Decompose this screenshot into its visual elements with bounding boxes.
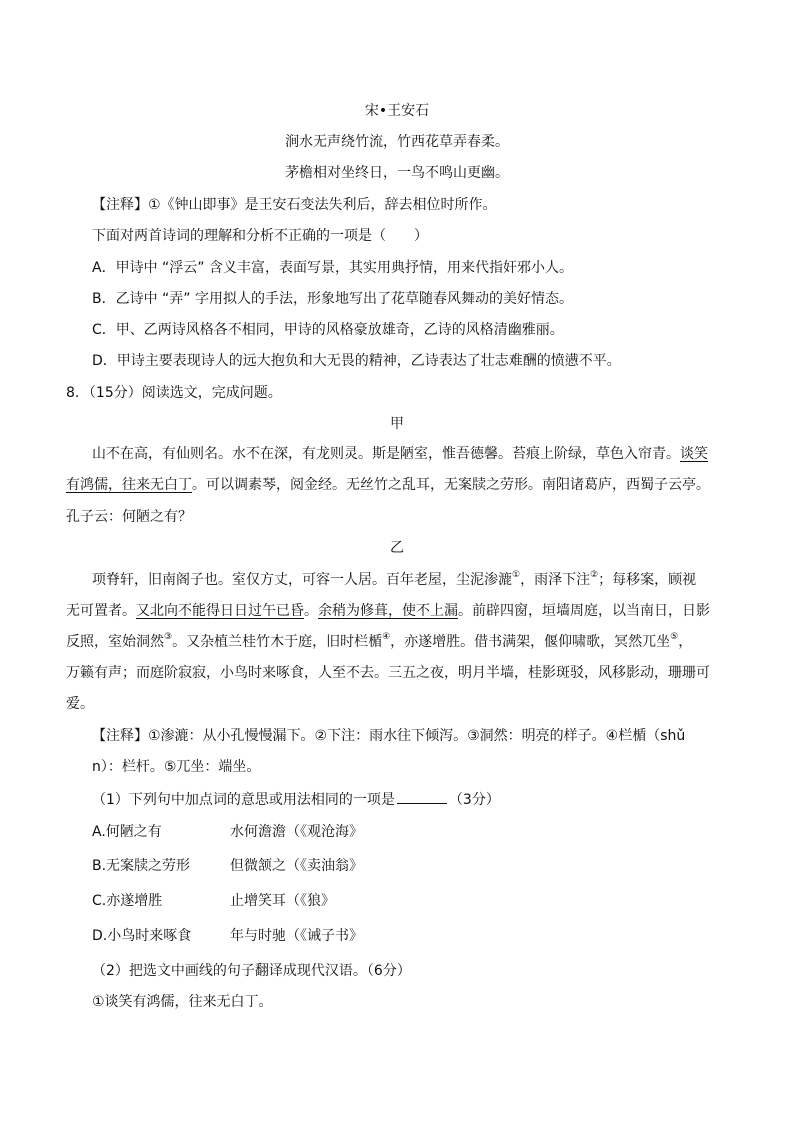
passage-yi-line-2 [66, 601, 710, 621]
passage-yi-line-1 [92, 570, 696, 590]
passage-yi-line-5: 爱。 [66, 696, 94, 712]
yi-text-1b: ，雨泽下注 [520, 572, 591, 588]
option-b-right: 但微颔之（《卖油翁》 [230, 858, 363, 874]
footnote-marker-4: ④ [382, 632, 391, 643]
passage-jia-line-1 [92, 444, 708, 464]
passage-jia-title: 甲 [390, 416, 404, 432]
footnote-marker-5: ⑤ [670, 632, 679, 643]
q8-note-line-1: 【注释】①渗漉：从小孔慢慢漏下。②下注：雨水往下倾泻。③洞然：明亮的样子。④栏楯（shǔ [92, 728, 686, 744]
sub1-text: （1）下列句中加点词的意思或用法相同的一项是 [92, 792, 395, 808]
yi-text-3b: 。又杂植兰桂竹木于庭，旧时栏楯 [172, 634, 383, 650]
footnote-marker-2: ② [590, 570, 599, 581]
option-row-b [0, 856, 794, 876]
jia-text-1a: 山不在高，有仙则名。水不在深，有龙则灵。斯是陋室，惟吾德馨。苔痕上阶绿，草色入帘青。 [92, 446, 680, 462]
q7-option-c: C．甲、乙两诗风格各不相同，甲诗的风格豪放雄奇，乙诗的风格清幽雅丽。 [92, 322, 564, 338]
option-row-a [0, 822, 794, 842]
sub1-score: （3分） [448, 792, 500, 808]
q8-sub2: （2）把选文中画线的句子翻译成现代汉语。（6分） [92, 963, 411, 979]
option-d-left: D.小鸟时来啄食 [92, 928, 192, 944]
q8-note-line-2: n）：栏杆。⑤兀坐：端坐。 [92, 759, 261, 775]
q7-option-d: D．甲诗主要表现诗人的远大抱负和大无畏的精神，乙诗表达了壮志难酬的愤懑不平。 [92, 353, 621, 369]
option-c-left: C.亦遂增胜 [92, 893, 163, 909]
passage-yi-line-3 [66, 632, 692, 652]
yi-text-2a: 无可置者。 [66, 603, 136, 619]
option-d-right: 年与时驰（《诫子书》 [230, 928, 363, 944]
option-a-left: A.何陋之有 [92, 824, 162, 840]
yi-underlined-1: 又北向不能得日日过午已昏 [136, 603, 304, 619]
footnote-marker-3: ③ [164, 632, 173, 643]
q7-stem: 下面对两首诗词的理解和分析不正确的一项是（ ） [92, 228, 428, 244]
option-b-left: B.无案牍之劳形 [92, 858, 191, 874]
passage-jia-line-2 [66, 475, 710, 495]
poem-note: 【注释】①《钟山即事》是王安石变法失利后，辞去相位时所作。 [92, 197, 497, 213]
poem-line-1: 涧水无声绕竹流，竹西花草弄春柔。 [285, 134, 509, 150]
yi-underlined-2: 余稍为修葺，使不上漏 [318, 603, 458, 619]
q7-option-b: B．乙诗中 “弄” 字用拟人的手法，形象地写出了花草随春风舞动的美好情态。 [92, 291, 574, 307]
yi-text-3a: 反照，室始洞然 [66, 634, 164, 650]
passage-yi-title: 乙 [390, 540, 404, 556]
jia-underlined-2: 有鸿儒，往来无白丁 [66, 477, 192, 493]
passage-jia-line-3: 孔子云：何陋之有？ [66, 509, 192, 525]
answer-blank[interactable] [397, 789, 447, 804]
yi-text-3c: ，亦遂增胜。借书满架，偃仰啸歌，冥然兀坐 [390, 634, 671, 650]
q8-sub2-item-1: ①谈笑有鸿儒，往来无白丁。 [92, 994, 273, 1010]
yi-text-2c: 。 [304, 603, 318, 619]
yi-text-1c: ；每移案，顾视 [598, 572, 697, 588]
q7-option-a: A．甲诗中 “浮云” 含义丰富，表面写景，其实用典抒情，用来代指奸邪小人。 [92, 260, 573, 276]
yi-text-1a: 项脊轩，旧南阁子也。室仅方丈，可容一人居。百年老屋，尘泥渗漉 [92, 572, 512, 588]
passage-yi-line-4: 万籁有声；而庭阶寂寂，小鸟时来啄食，人至不去。三五之夜，明月半墙，桂影斑驳，风移影动，珊珊可 [66, 665, 710, 681]
footnote-marker-1: ① [512, 570, 521, 581]
poem-author: 宋•王安石 [364, 103, 430, 119]
jia-text-2b: 。可以调素琴，阅金经。无丝竹之乱耳，无案牍之劳形。南阳诸葛庐，西蜀子云亭。 [192, 477, 710, 493]
option-row-d [0, 926, 794, 946]
yi-text-3d: ， [678, 634, 693, 650]
option-c-right: 止增笑耳（《狼》 [230, 893, 335, 909]
q8-header: 8．（15分）阅读选文，完成问题。 [66, 385, 282, 401]
option-a-right: 水何澹澹（《观沧海》 [230, 824, 363, 840]
jia-underlined-1: 谈笑 [680, 446, 708, 462]
option-row-c [0, 891, 794, 911]
q8-sub1 [92, 789, 500, 810]
yi-text-2e: 。前辟四窗，垣墙周庭，以当南日，日影 [458, 603, 710, 619]
poem-line-2: 茅檐相对坐终日，一鸟不鸣山更幽。 [285, 165, 509, 181]
